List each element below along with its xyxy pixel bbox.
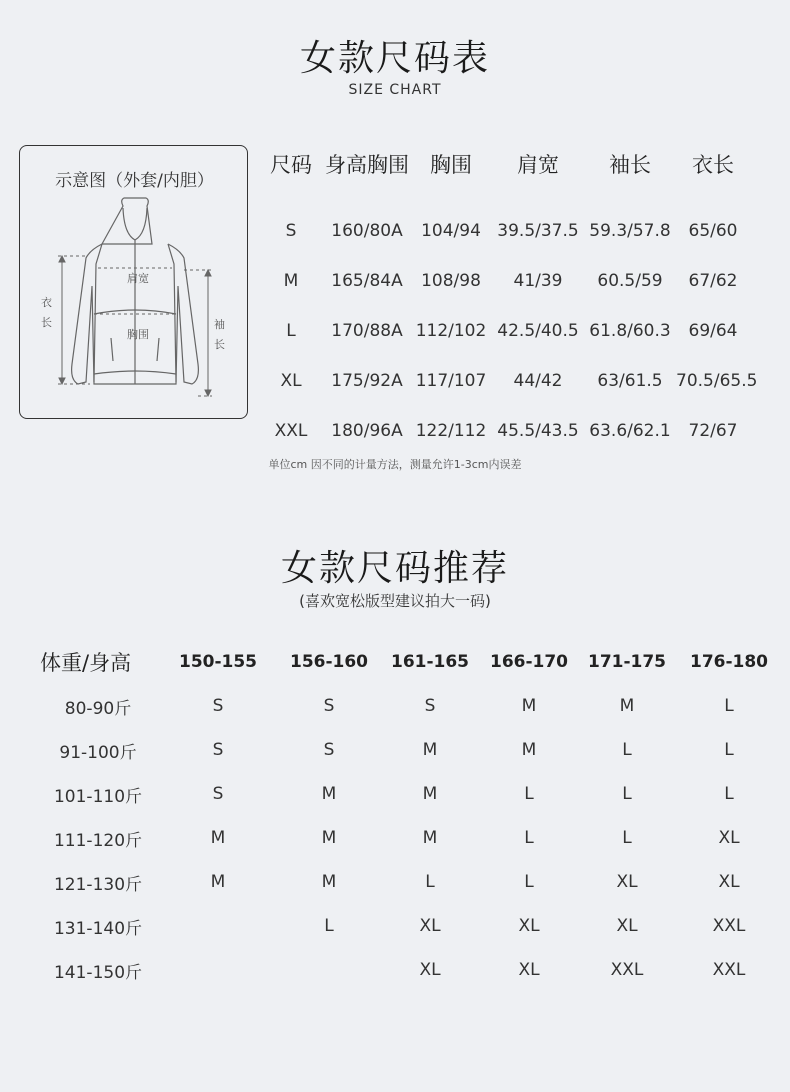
table-cell: 59.3/57.8: [589, 221, 671, 241]
table-cell: M: [210, 828, 226, 848]
header-cell: 袖长: [609, 153, 651, 177]
table-cell: M: [283, 271, 299, 291]
table-cell: 121-130斤: [53, 874, 143, 895]
body-length-label-2: 长: [41, 316, 52, 329]
size-chart-subtitle: SIZE CHART: [348, 82, 442, 98]
table-cell: L: [724, 740, 734, 760]
recommend-table: [40, 640, 780, 992]
table-cell: L: [622, 784, 632, 804]
table-cell: 72/67: [688, 421, 738, 441]
table-cell: S: [285, 221, 297, 241]
table-row: [258, 406, 790, 456]
table-cell: 112/102: [415, 321, 487, 341]
recommend-subtitle: (喜欢宽松版型建议拍大一码): [299, 592, 491, 610]
size-chart-table: [258, 140, 790, 456]
table-cell: 39.5/37.5: [497, 221, 579, 241]
body-length-label-1: 衣: [41, 296, 52, 309]
table-row: [258, 306, 790, 356]
table-cell: 63.6/62.1: [589, 421, 671, 441]
table-row: [40, 948, 780, 992]
header-cell: 胸围: [430, 153, 472, 177]
table-cell: XXL: [712, 960, 746, 980]
table-cell: XL: [718, 828, 740, 848]
header-cell: 衣长: [692, 153, 734, 177]
table-row: [258, 256, 790, 306]
table-cell: L: [622, 740, 632, 760]
table-cell: L: [724, 696, 734, 716]
shoulder-label: 肩宽: [127, 272, 149, 285]
sleeve-length-label-1: 袖: [214, 318, 225, 331]
header-cell: 150-155: [178, 652, 258, 672]
table-cell: 44/42: [513, 371, 563, 391]
table-row: [258, 356, 790, 406]
table-cell: XXL: [274, 421, 308, 441]
table-cell: XL: [280, 371, 302, 391]
recommend-title: 女款尺码推荐: [280, 548, 509, 589]
diagram-caption: 示意图（外套/内胆）: [55, 171, 214, 191]
header-cell: 肩宽: [517, 153, 559, 177]
size-chart-header-row: [258, 140, 790, 190]
header-cell: 166-170: [489, 652, 569, 672]
table-cell: 91-100斤: [59, 742, 137, 763]
table-row: [40, 816, 780, 860]
table-cell: XXL: [712, 916, 746, 936]
table-cell: 175/92A: [331, 371, 403, 391]
table-row: [258, 206, 790, 256]
table-cell: 63/61.5: [597, 371, 663, 391]
table-cell: M: [321, 828, 337, 848]
table-cell: 131-140斤: [53, 918, 143, 939]
chest-label: 胸围: [127, 328, 149, 341]
table-cell: 60.5/59: [597, 271, 663, 291]
header-cell: 176-180: [689, 652, 769, 672]
jacket-diagram-box: [19, 145, 248, 419]
table-cell: XL: [419, 960, 441, 980]
table-cell: 141-150斤: [53, 962, 143, 983]
table-cell: 104/94: [421, 221, 481, 241]
table-cell: 117/107: [415, 371, 487, 391]
table-cell: 122/112: [415, 421, 487, 441]
table-cell: XL: [518, 916, 540, 936]
table-row: [40, 684, 780, 728]
table-cell: 80-90斤: [64, 698, 132, 719]
table-cell: M: [210, 872, 226, 892]
table-cell: L: [524, 784, 534, 804]
size-chart-title: 女款尺码表: [299, 38, 490, 79]
table-cell: L: [724, 784, 734, 804]
table-cell: 165/84A: [331, 271, 403, 291]
header-cell: 156-160: [289, 652, 369, 672]
table-cell: 111-120斤: [53, 830, 143, 851]
header-cell: 体重/身高: [40, 651, 132, 675]
table-cell: XL: [616, 872, 638, 892]
sleeve-length-label-2: 长: [214, 338, 225, 351]
table-cell: 170/88A: [331, 321, 403, 341]
table-cell: 61.8/60.3: [589, 321, 671, 341]
table-row: [40, 772, 780, 816]
recommend-header-row: [40, 640, 780, 684]
table-row: [40, 860, 780, 904]
table-cell: 67/62: [688, 271, 738, 291]
table-cell: M: [422, 828, 438, 848]
header-cell: 尺码: [270, 153, 312, 177]
table-cell: 160/80A: [331, 221, 403, 241]
measurement-note: 单位cm 因不同的计量方法，测量允许1-3cm内误差: [268, 458, 522, 471]
table-cell: 41/39: [513, 271, 563, 291]
table-cell: M: [422, 784, 438, 804]
table-cell: 180/96A: [331, 421, 403, 441]
table-cell: 101-110斤: [53, 786, 143, 807]
table-row: [40, 728, 780, 772]
table-cell: S: [212, 696, 224, 716]
table-cell: M: [521, 740, 537, 760]
table-cell: 42.5/40.5: [497, 321, 579, 341]
table-cell: XL: [616, 916, 638, 936]
table-row: [40, 904, 780, 948]
header-cell: 161-165: [390, 652, 470, 672]
table-cell: S: [424, 696, 436, 716]
header-cell: 171-175: [587, 652, 667, 672]
table-cell: M: [619, 696, 635, 716]
table-cell: 70.5/65.5: [676, 371, 758, 391]
table-cell: XL: [518, 960, 540, 980]
header-cell: 身高胸围: [325, 153, 409, 177]
table-cell: M: [422, 740, 438, 760]
table-cell: M: [321, 784, 337, 804]
table-cell: XL: [419, 916, 441, 936]
table-cell: L: [524, 872, 534, 892]
table-cell: 69/64: [688, 321, 738, 341]
table-cell: L: [622, 828, 632, 848]
table-cell: M: [321, 872, 337, 892]
table-cell: 108/98: [421, 271, 481, 291]
table-cell: L: [324, 916, 334, 936]
table-cell: 65/60: [688, 221, 738, 241]
table-cell: XXL: [610, 960, 644, 980]
table-cell: S: [212, 784, 224, 804]
table-cell: 45.5/43.5: [497, 421, 579, 441]
table-cell: S: [212, 740, 224, 760]
table-cell: S: [323, 740, 335, 760]
table-cell: M: [521, 696, 537, 716]
table-cell: L: [524, 828, 534, 848]
table-cell: XL: [718, 872, 740, 892]
table-cell: S: [323, 696, 335, 716]
table-cell: L: [425, 872, 435, 892]
table-cell: L: [286, 321, 296, 341]
